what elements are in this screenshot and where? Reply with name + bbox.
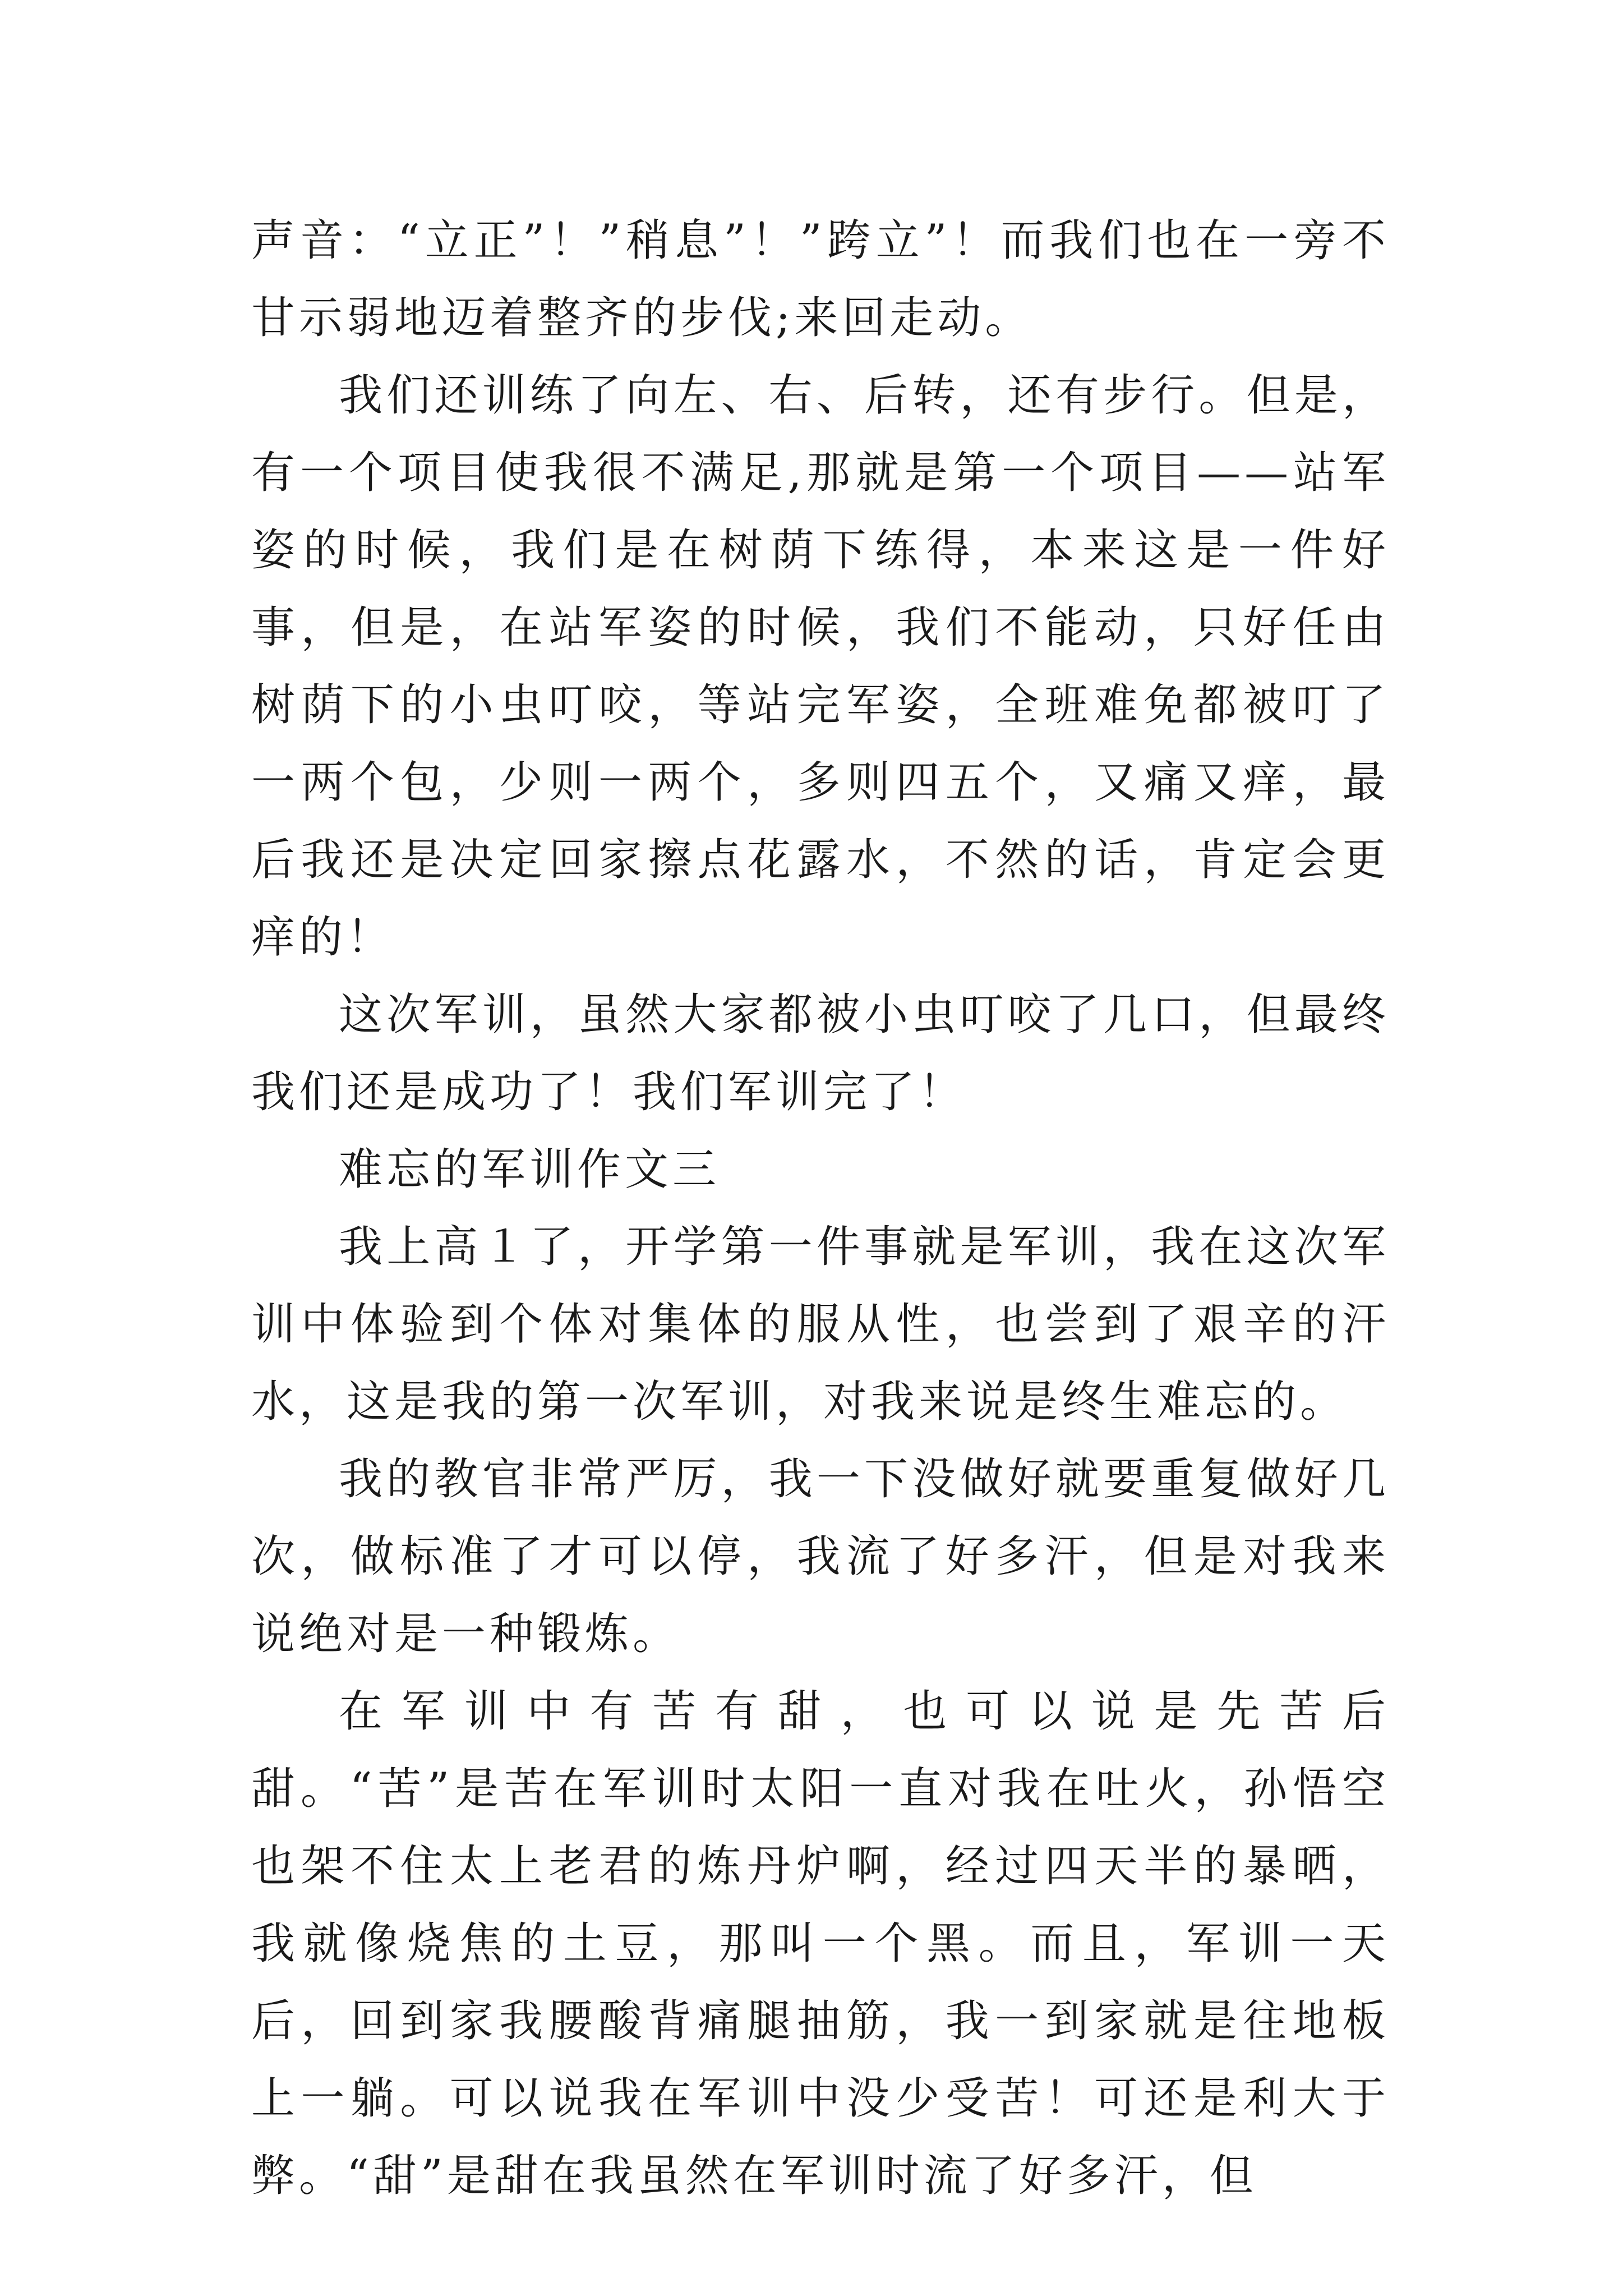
article-body	[251, 202, 1390, 2215]
paragraph-strict-instructor: 我的教官非常严厉，我一下没做好就要重复做好几次，做标准了才可以停，我流了好多汗，但是对我来说绝对是一种锻炼。	[251, 1454, 1390, 1659]
paragraph-continuation: 声音：“立正”！”稍息”！”跨立”！而我们也在一旁不甘示弱地迈着整齐的步伐;来回走动。	[251, 215, 1390, 343]
paragraph-first-training: 我上高１了，开学第一件事就是军训，我在这次军训中体验到个体对集体的服从性，也尝到了艰辛的汗水，这是我的第一次军训，对我来说是终生难忘的。	[251, 1222, 1390, 1427]
paragraph-bitter-sweet: 在军训中有苦有甜，也可以说是先苦后甜。“苦”是苦在军训时太阳一直对我在吐火，孙悟空也架不住太上老君的炼丹炉啊，经过四天半的暴晒，我就像烧焦的土豆，那叫一个黑。而且，军训一天后，回到家我腰酸背痛腿抽筋，我一到家就是往地板上一躺。可以说我在军训中没少受苦！可还是利大于弊。“甜”是甜在我虽然在军训时流了好多汗，但	[251, 1686, 1390, 2201]
paragraph-training-items: 我们还训练了向左、右、后转，还有步行。但是，有一个项目使我很不满足,那就是第一个项目——站军姿的时候，我们是在树荫下练得，本来这是一件好事，但是，在站军姿的时候，我们不能动，只好任由树荫下的小虫叮咬，等站完军姿，全班难免都被叮了一两个包，少则一两个，多则四五个，又痛又痒，最后我还是决定回家擦点花露水，不然的话，肯定会更痒的！	[251, 370, 1390, 963]
essay-heading: 难忘的军训作文三	[339, 1144, 721, 1195]
paragraph-training-success: 这次军训，虽然大家都被小虫叮咬了几口，但最终我们还是成功了！我们军训完了！	[251, 990, 1390, 1117]
